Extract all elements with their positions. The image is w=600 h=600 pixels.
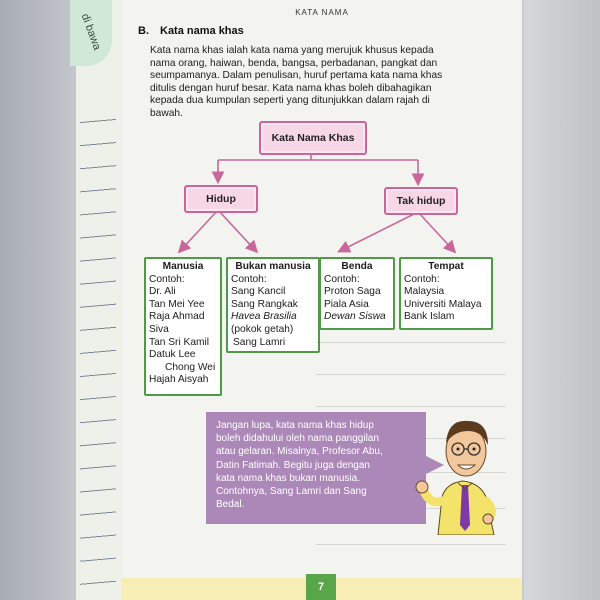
category-line: Bank Islam bbox=[404, 311, 455, 323]
speech-bubble bbox=[206, 412, 426, 524]
category-line: Contoh: bbox=[149, 273, 185, 285]
speech-line: kata nama khas bukan manusia. bbox=[216, 472, 360, 484]
background-left bbox=[0, 0, 76, 600]
facing-page-edge bbox=[76, 0, 123, 600]
category-line: Tan Mei Yee bbox=[149, 298, 205, 310]
category-line: Sang Kancil bbox=[231, 286, 286, 298]
category-box-tempat bbox=[399, 257, 493, 330]
category-line: Dr. Ali bbox=[149, 286, 176, 298]
paragraph-line: kepada dua kumpulan seperti yang ditunjukkan dalam rajah di bbox=[150, 95, 430, 107]
teacher-illustration bbox=[408, 405, 518, 535]
category-line: Contoh: bbox=[404, 273, 440, 285]
category-line: Universiti Malaya bbox=[404, 298, 482, 310]
category-line: Contoh: bbox=[324, 273, 360, 285]
category-title: Manusia bbox=[162, 261, 204, 272]
category-box-bukan-manusia bbox=[226, 257, 320, 353]
speech-line: Datin Fatimah. Begitu juga dengan bbox=[216, 459, 370, 471]
connector-hidup-to-bukan-manusia bbox=[218, 210, 256, 251]
connector-tak-hidup-to-tempat bbox=[418, 212, 454, 251]
category-line: Chong Wei bbox=[165, 361, 216, 373]
connector-tak-hidup-to-benda bbox=[340, 212, 418, 251]
category-title: Tempat bbox=[428, 261, 464, 272]
category-line: Raja Ahmad bbox=[149, 311, 205, 323]
category-line: Piala Asia bbox=[324, 298, 369, 310]
speech-line: Contohnya, Sang Lamri dan Sang bbox=[216, 486, 367, 498]
category-line: Hajah Aisyah bbox=[149, 374, 209, 386]
speech-line: Jangan lupa, kata nama khas hidup bbox=[216, 420, 374, 431]
paragraph-line: Kata nama khas ialah kata nama yang merujuk khusus kepada bbox=[150, 45, 434, 56]
category-box-manusia bbox=[144, 257, 222, 396]
category-line: (pokok getah) bbox=[231, 323, 294, 335]
paragraph-line: bawah. bbox=[150, 107, 183, 119]
background-right bbox=[524, 0, 600, 600]
category-title: Bukan manusia bbox=[235, 261, 311, 272]
connector-hidup-to-manusia bbox=[180, 210, 218, 251]
category-line: Proton Saga bbox=[324, 286, 381, 298]
category-title: Benda bbox=[341, 261, 373, 272]
section-number: B. bbox=[138, 25, 149, 37]
diagram-root-node: Kata Nama Khas bbox=[259, 121, 367, 155]
facing-page-tab-text: di bawa bbox=[78, 12, 103, 52]
branch-node-hidup: Hidup bbox=[184, 185, 258, 213]
speech-line: boleh didahului oleh nama panggilan bbox=[216, 433, 379, 445]
paragraph-line: ditulis dengan huruf besar. Kata nama khas boleh dibahagikan bbox=[150, 82, 432, 94]
book-page bbox=[122, 0, 522, 600]
page-number: 7 bbox=[306, 574, 336, 600]
facing-page-writing-lines bbox=[80, 100, 116, 590]
section-title: Kata nama khas bbox=[160, 25, 244, 37]
running-head: KATA NAMA bbox=[295, 8, 349, 17]
paragraph-line: nama orang, haiwan, benda, bangsa, perbadanan, pangkat dan bbox=[150, 57, 438, 69]
category-box-benda bbox=[319, 257, 395, 330]
category-line: Sang Lamri bbox=[233, 336, 286, 348]
category-line: Sang Rangkak bbox=[231, 298, 298, 310]
category-line: Dewan Siswa bbox=[324, 311, 386, 323]
category-line: Tan Sri Kamil bbox=[149, 336, 210, 348]
category-line: Contoh: bbox=[231, 273, 267, 285]
category-line: Havea Brasilia bbox=[231, 311, 297, 323]
speech-line: Bedal. bbox=[216, 499, 245, 511]
speech-line: atau gelaran. Misalnya, Profesor Abu, bbox=[216, 446, 383, 458]
paragraph-line: seumpamanya. Dalam penulisan, huruf pertama kata nama khas bbox=[150, 70, 443, 82]
category-line: Siva bbox=[149, 323, 169, 335]
branch-node-tak-hidup: Tak hidup bbox=[384, 187, 458, 215]
category-line: Malaysia bbox=[404, 286, 445, 298]
category-line: Datuk Lee bbox=[149, 349, 196, 361]
